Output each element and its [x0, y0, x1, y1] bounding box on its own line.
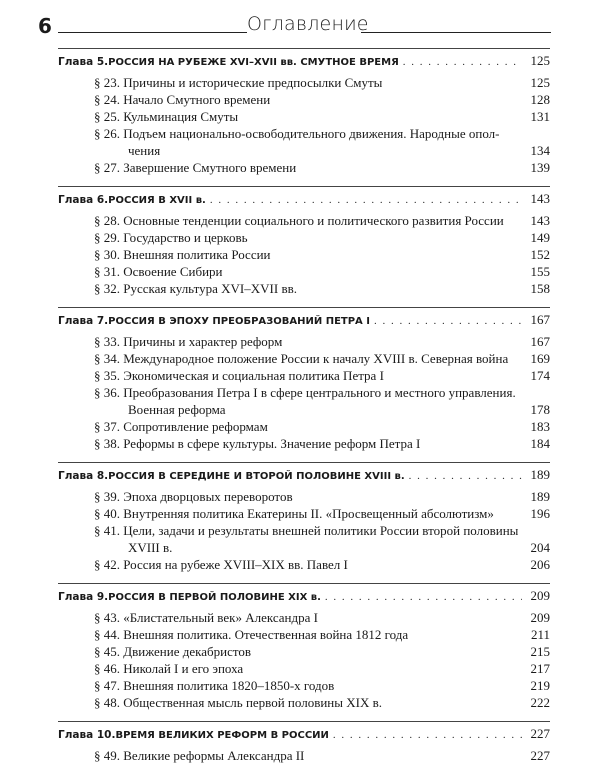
chapter-divider	[58, 721, 550, 722]
chapter-label: Глава 5.	[58, 56, 109, 68]
dot-leader	[403, 56, 522, 68]
section-list	[94, 333, 550, 452]
chapter-label: Глава 9.	[58, 591, 109, 603]
section-entry[interactable]	[94, 435, 550, 452]
section-title-continuation: XVIII в.	[128, 540, 173, 555]
chapter-block	[58, 176, 550, 297]
section-title: § 25. Кульминация Смуты	[94, 109, 239, 124]
section-page-number: 215	[530, 644, 550, 659]
section-page-number: 196	[530, 506, 550, 521]
header-rule-left	[58, 32, 247, 33]
section-entry[interactable]	[94, 246, 550, 263]
chapter-title: РОССИЯ В ПЕРВОЙ ПОЛОВИНЕ XIX в.	[108, 592, 321, 603]
section-page-number: 128	[530, 92, 550, 107]
section-page-number: 189	[530, 489, 550, 504]
chapter-block	[58, 297, 550, 452]
section-title: § 45. Движение декабристов	[94, 644, 251, 659]
chapter-page-number: 143	[530, 191, 550, 206]
section-list	[94, 609, 550, 711]
chapter-divider	[58, 186, 550, 187]
section-entry[interactable]	[94, 159, 550, 176]
block-spacer	[58, 452, 550, 462]
section-title: § 28. Основные тенденции социального и политического развития России	[94, 213, 504, 228]
section-page-number: 169	[530, 351, 550, 366]
section-page-number: 217	[530, 661, 550, 676]
section-page-number: 211	[530, 627, 550, 642]
section-page-number: 204	[530, 540, 550, 555]
section-entry[interactable]	[94, 367, 550, 384]
section-list	[94, 74, 550, 176]
page-number: 6	[38, 14, 52, 38]
chapter-label: Глава 7.	[58, 315, 109, 327]
section-title: § 39. Эпоха дворцовых переворотов	[94, 489, 293, 504]
section-page-number: 155	[530, 264, 550, 279]
chapter-page-number: 167	[530, 312, 550, 327]
section-page-number: 219	[530, 678, 550, 693]
chapter-page-number: 125	[530, 53, 550, 68]
section-title-continuation-line	[94, 142, 550, 159]
dot-leader	[333, 729, 522, 741]
block-spacer	[58, 573, 550, 583]
section-page-number: 143	[530, 213, 550, 228]
section-title: § 29. Государство и церковь	[94, 230, 248, 245]
section-title-continuation: чения	[128, 143, 161, 158]
header-rule-right	[361, 32, 551, 33]
section-page-number: 139	[530, 160, 550, 175]
section-title: § 42. Россия на рубеже XVIII–XIX вв. Павел I	[94, 557, 348, 572]
section-entry[interactable]	[94, 694, 550, 711]
section-title: § 43. «Блистательный век» Александра I	[94, 610, 318, 625]
chapter-title: РОССИЯ В XVII в.	[108, 195, 206, 206]
section-page-number: 227	[530, 748, 550, 763]
section-page-number: 149	[530, 230, 550, 245]
section-list	[94, 488, 550, 573]
chapter-block	[58, 711, 550, 764]
chapter-title: ВРЕМЯ ВЕЛИКИХ РЕФОРМ В РОССИИ	[115, 730, 329, 741]
section-title: § 49. Великие реформы Александра II	[94, 748, 305, 763]
chapter-heading[interactable]	[58, 53, 550, 74]
section-entry[interactable]	[94, 350, 550, 367]
section-entry[interactable]	[94, 263, 550, 280]
section-page-number: 178	[530, 402, 550, 417]
chapter-divider	[58, 48, 550, 49]
section-entry[interactable]	[94, 643, 550, 660]
section-entry[interactable]	[94, 488, 550, 505]
section-page-number: 158	[530, 281, 550, 296]
table-of-contents	[58, 48, 550, 764]
section-page-number: 131	[530, 109, 550, 124]
chapter-label: Глава 8.	[58, 470, 109, 482]
chapter-heading[interactable]	[58, 588, 550, 609]
section-title-continuation-line	[94, 539, 550, 556]
section-title: § 31. Освоение Сибири	[94, 264, 223, 279]
dot-leader	[210, 194, 522, 206]
chapter-title: РОССИЯ НА РУБЕЖЕ XVI–XVII вв. СМУТНОЕ ВРЕМЯ	[108, 57, 399, 68]
section-title: § 37. Сопротивление реформам	[94, 419, 268, 434]
section-entry[interactable]	[94, 626, 550, 643]
section-title: § 44. Внешняя политика. Отечественная война 1812 года	[94, 627, 409, 642]
block-spacer	[58, 711, 550, 721]
section-title: § 48. Общественная мысль первой половины XIX в.	[94, 695, 382, 710]
chapter-heading[interactable]	[58, 191, 550, 212]
chapter-block	[58, 573, 550, 711]
section-entry[interactable]	[94, 522, 550, 556]
section-entry[interactable]	[94, 609, 550, 626]
section-title: § 47. Внешняя политика 1820–1850-х годов	[94, 678, 335, 693]
section-title: § 46. Николай I и его эпоха	[94, 661, 244, 676]
section-page-number: 209	[530, 610, 550, 625]
page-title: Оглавление	[247, 13, 369, 35]
chapter-label: Глава 6.	[58, 194, 109, 206]
section-title-continuation-line	[94, 401, 550, 418]
chapter-label: Глава 10.	[58, 729, 116, 741]
section-title: § 32. Русская культура XVI–XVII вв.	[94, 281, 297, 296]
section-entry[interactable]	[94, 418, 550, 435]
section-entry[interactable]	[94, 556, 550, 573]
chapter-block	[58, 452, 550, 573]
page-header	[0, 0, 600, 40]
chapter-page-number: 227	[530, 726, 550, 741]
section-page-number: 174	[530, 368, 550, 383]
section-title: § 40. Внутренняя политика Екатерины II. «Просвещенный абсолютизм»	[94, 506, 494, 521]
block-spacer	[58, 297, 550, 307]
section-entry[interactable]	[94, 333, 550, 350]
section-title: § 35. Экономическая и социальная политика Петра I	[94, 368, 384, 383]
section-entry[interactable]	[94, 280, 550, 297]
chapter-divider	[58, 583, 550, 584]
section-page-number: 125	[530, 75, 550, 90]
chapter-title: РОССИЯ В СЕРЕДИНЕ И ВТОРОЙ ПОЛОВИНЕ XVIII в.	[108, 471, 405, 482]
chapter-heading[interactable]	[58, 726, 550, 747]
section-page-number: 222	[530, 695, 550, 710]
section-title: § 27. Завершение Смутного времени	[94, 160, 297, 175]
section-page-number: 167	[530, 334, 550, 349]
section-entry[interactable]	[94, 660, 550, 677]
section-title: § 24. Начало Смутного времени	[94, 92, 271, 107]
section-list	[94, 212, 550, 297]
section-entry[interactable]	[94, 229, 550, 246]
chapter-title: РОССИЯ В ЭПОХУ ПРЕОБРАЗОВАНИЙ ПЕТРА I	[108, 316, 370, 327]
chapter-divider	[58, 307, 550, 308]
chapter-heading[interactable]	[58, 467, 550, 488]
dot-leader	[325, 591, 522, 603]
chapter-block	[58, 48, 550, 176]
section-title: § 33. Причины и характер реформ	[94, 334, 283, 349]
section-page-number: 183	[530, 419, 550, 434]
section-page-number: 134	[530, 143, 550, 158]
section-title: § 30. Внешняя политика России	[94, 247, 271, 262]
chapter-page-number: 209	[530, 588, 550, 603]
section-title: § 23. Причины и исторические предпосылки Смуты	[94, 75, 383, 90]
section-entry[interactable]	[94, 91, 550, 108]
section-entry[interactable]	[94, 74, 550, 91]
section-page-number: 152	[530, 247, 550, 262]
section-page-number: 206	[530, 557, 550, 572]
dot-leader	[409, 470, 522, 482]
chapter-page-number: 189	[530, 467, 550, 482]
section-entry[interactable]	[94, 212, 550, 229]
dot-leader	[374, 315, 522, 327]
section-entry[interactable]	[94, 108, 550, 125]
section-entry[interactable]	[94, 384, 550, 418]
section-title-continuation: Военная реформа	[128, 402, 226, 417]
section-title: § 36. Преобразования Петра I в сфере центрального и местного управления.	[94, 385, 516, 400]
chapter-divider	[58, 462, 550, 463]
chapter-heading[interactable]	[58, 312, 550, 333]
section-page-number: 184	[530, 436, 550, 451]
section-title: § 34. Международное положение России к началу XVIII в. Северная война	[94, 351, 509, 366]
section-entry[interactable]	[94, 677, 550, 694]
section-entry[interactable]	[94, 125, 550, 159]
section-title: § 41. Цели, задачи и результаты внешней политики России второй половины	[94, 523, 519, 538]
section-entry[interactable]	[94, 505, 550, 522]
section-title: § 26. Подъем национально-освободительного движения. Народные опол-	[94, 126, 500, 141]
block-spacer	[58, 176, 550, 186]
section-title: § 38. Реформы в сфере культуры. Значение реформ Петра I	[94, 436, 421, 451]
